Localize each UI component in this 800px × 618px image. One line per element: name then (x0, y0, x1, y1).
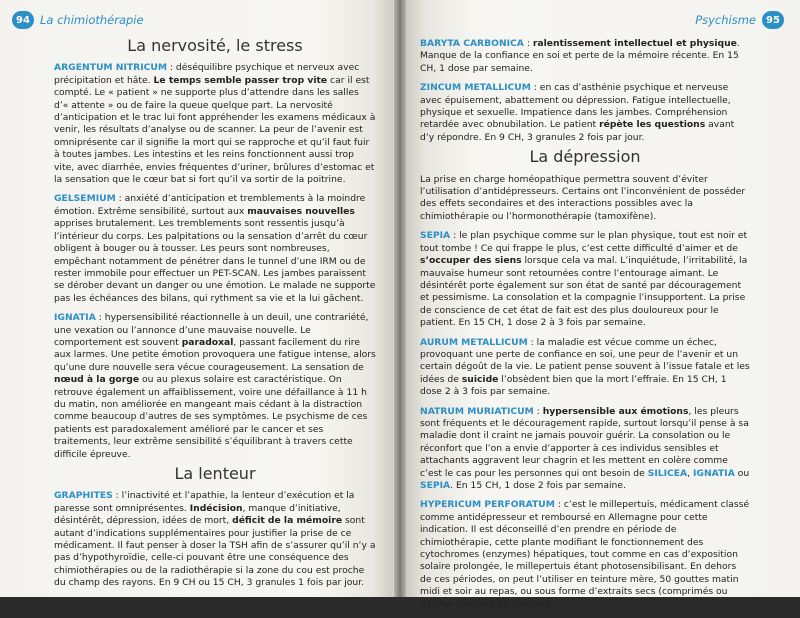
body-text: , (687, 467, 693, 479)
emphasis-text: suicide (461, 373, 499, 385)
remedy-name: GELSEMIUM (54, 193, 116, 205)
remedy-name: GRAPHITES (54, 490, 113, 502)
remedy-name: HYPERICUM PERFORATUM (420, 499, 555, 511)
emphasis-text: nœud à la gorge (54, 374, 140, 386)
emphasis-text: déficit de la mémoire (232, 515, 343, 527)
remedy-reference: SILICEA (647, 467, 688, 479)
body-text: apprises brutalement. Les tremblements sont ressentis jusqu’à l’intérieur du corps. Les palpitations ou la sensation d’arrêt du cœur obligent à bouger ou à tousser. Les peurs sont nombreuses, empêchant notamment de pénétrer dans le tunnel d’une IRM ou de rester immobile pour effectuer un PET-SCAN. Les jambes paraissent se dérober devant un danger ou une émotion. Le malade ne supporte pas les échéances des bilans, qui rythment sa vie et la lui gâchent. (54, 218, 376, 304)
running-header-title: La chimiothérapie (40, 13, 144, 27)
right-text-column (420, 38, 750, 618)
body-text: : anxiété d’anticipation et tremblements à la moindre émotion. Extrême sensibilité, surtout aux (54, 193, 366, 217)
remedy-name: BARYTA CARBONICA (420, 38, 524, 49)
body-text: , manque d’initiative, désintérêt, dépression, idées de mort, (54, 502, 341, 527)
body-text: : le plan psychique comme sur le plan physique, tout est noir et tout tombe ! Ce qui frappe le plus, c’est cette difficulté d’aimer et de (420, 230, 748, 254)
right-page (406, 0, 800, 610)
remedy-name: IGNATIA (54, 312, 96, 324)
emphasis-text: Le temps semble passer trop vite (153, 74, 328, 86)
body-text: . Manque de la confiance en soi et perte de la mémoire récente. En 15 CH, 1 dose par semaine. (420, 38, 740, 74)
emphasis-text: hypersensible aux émotions (542, 405, 689, 417)
body-text: , les pleurs sont fréquents et le découragement rapide, surtout lorsqu’il pense à sa maladie dont il craint ne jamais pouvoir guérir. La consolation ou le réconfort que l’on a envie d’apporter à ces individus sensibles et attachants aggravent leur chagrin et les mettent en colère comme c’est le cas pour les personnes qui ont besoin de (420, 405, 749, 479)
body-text: : la maladie est vécue comme un échec, provoquant une perte de confiance en soi, une peur de l’avenir et un certain dégoût de la vie. Le patient pense souvent à l’issue fatale et les idées de (420, 336, 750, 385)
body-text: car il est compté. Le « patient » ne supporte plus d’attendre dans les salles d’« attente » ou de faire la queue quelque part. La nervosité d’anticipation et le trac lui font appréhender les examens médicaux à venir, les résultats d’analyse ou de scanner. La peur de l’avenir est omniprésente car il signifie la mort qui se rapproche et qu’il faut fuir à toutes jambes. Les intestins et les reins fonctionnent aussi trop vite, avec diarrhée, envies fréquentes d’uriner, brûlures d’estomac et la sensation que le cœur bat si fort qu’il va sortir de la poitrine. (54, 74, 376, 186)
body-text: : (533, 405, 543, 417)
remedy-name: ARGENTUM NITRICUM (54, 62, 167, 74)
emphasis-text: paradoxal (181, 336, 234, 348)
section-heading: La nervosité, le stress (127, 36, 303, 55)
remedy-entry (420, 82, 750, 144)
left-page (0, 0, 394, 597)
remedy-entry (54, 62, 376, 186)
body-text: ou au plexus solaire est caractéristique. On retrouve également un affaiblissement, voire une défaillance à 11 h du matin, non améliorée en mangeant mais cédant à la distraction comme beaucoup d’autres de ses symptômes. Le psychisme de ces patients est paradoxalement amélioré par le cancer et ses traitements, leur extrême sensibilité s’équilibrant à travers cette difficile épreuve. (54, 374, 368, 460)
remedy-name: SEPIA (420, 230, 451, 242)
emphasis-text: s’occuper des siens (420, 255, 522, 267)
section-heading: La dépression (529, 147, 641, 167)
body-text: : en cas d’asthénie psychique et nerveuse avec épuisement, abattement ou dépression. Fatigue intellectuelle, physique et sexuelle. Impatience dans les jambes. Compréhension retardée avec obnubilation. Le patient (420, 82, 731, 131)
emphasis-text: répète les questions (599, 119, 706, 131)
remedy-entry (420, 499, 750, 611)
body-text: lorsque cela va mal. L’inquiétude, l’irritabilité, la mauvaise humeur sont retournées contre l’entourage aimant. Le désintérêt porte également sur son état de santé par découragement et pessimisme. La consolation et la compagnie l’insupportent. La prise de conscience de cet état de fait est des plus douloureux pour le patient. En 15 CH, 1 dose 2 à 3 fois par semaine. (420, 255, 748, 329)
remedy-entry (420, 230, 750, 329)
section-heading: La lenteur (174, 464, 256, 483)
page-number-badge: 94 (12, 11, 34, 29)
left-page-header (12, 10, 150, 30)
page-number-badge: 95 (762, 11, 784, 29)
book-gutter (394, 0, 406, 597)
body-text: ou (734, 467, 750, 479)
remedy-name: NATRUM MURIATICUM (420, 405, 534, 417)
body-text: avant d’y répondre. En 9 CH, 3 granules 2 fois par jour. (420, 119, 735, 143)
remedy-name: ZINCUM METALLICUM (420, 82, 531, 94)
emphasis-text: mauvaises nouvelles (247, 205, 355, 217)
remedy-entry (54, 193, 376, 305)
remedy-reference: SEPIA (420, 480, 451, 491)
emphasis-text: Indécision (189, 502, 243, 514)
body-text: : l’inactivité et l’apathie, la lenteur d’exécution et la paresse sont omniprésentes. (54, 490, 355, 514)
remedy-reference: IGNATIA (692, 467, 735, 479)
body-text: : c’est le millepertuis, médicament classé comme antidépresseur et remboursé en Allemagne pour cette indication. Il est déconseillé d’en prendre en période de chimiothérapie, cette plante modifiant le fonctionnement des cytochromes (enzymes) hépatiques, tout comme en cas d’exposition solaire prolongée, le millepertuis étant photosensibilisant. En dehors de ces périodes, on peut l’utiliser en teinture mère, 50 gouttes matin midi et soir au repas, ou sous forme d’extraits secs (comprimés ou gélules d’extrait de plantes). (420, 499, 750, 610)
body-text: . En 15 CH, 1 dose 2 fois par semaine. (450, 480, 626, 491)
left-text-column (54, 38, 376, 597)
remedy-entry (54, 490, 376, 589)
body-text: , passant facilement du rire aux larmes. Une petite émotion provoquera une fatigue intense, alors qu’une dure nouvelle sera vécue courageusement. La sensation de (54, 336, 376, 373)
body-text: sont autant d’indications supplémentaires pour justifier la prise de ce médicament. Il faut penser à doser la TSH afin de s’assurer qu’il n’y a pas d’hypothyroïdie, celle-ci pouvant être une conséquence des chimiothérapies ou de la radiothérapie si la zone du cou est proche du champ des rayons. En 9 CH ou 15 CH, 3 granules 1 fois par jour. (54, 515, 376, 589)
right-page-header (689, 10, 784, 30)
remedy-name: AURUM METALLICUM (420, 336, 528, 348)
remedy-entry (420, 174, 750, 224)
body-text: : (523, 38, 533, 49)
emphasis-text: ralentissement intellectuel et physique (532, 38, 737, 49)
running-header-title: Psychisme (695, 13, 756, 27)
remedy-entry (420, 406, 750, 493)
remedy-entry (420, 38, 750, 75)
body-text: : hypersensibilité réactionnelle à un deuil, une contrariété, une vexation ou l’annonce d’une mauvaise nouvelle. Le comportement est souvent (54, 312, 369, 348)
body-text: La prise en charge homéopathique permettra souvent d’éviter l’utilisation d’antidépresseurs. Certains ont l’inconvénient de posséder des effets secondaires et des interactions possibles avec la chimiothérapie ou l’hormonothérapie (tamoxifène). (420, 173, 746, 222)
remedy-entry (54, 312, 376, 461)
body-text: l’obsèdent bien que la mort l’effraie. En 15 CH, 1 dose 2 à 3 fois par semaine. (420, 373, 727, 398)
remedy-entry (420, 337, 750, 399)
body-text: : déséquilibre psychique et nerveux avec précipitation et hâte. (54, 62, 360, 86)
